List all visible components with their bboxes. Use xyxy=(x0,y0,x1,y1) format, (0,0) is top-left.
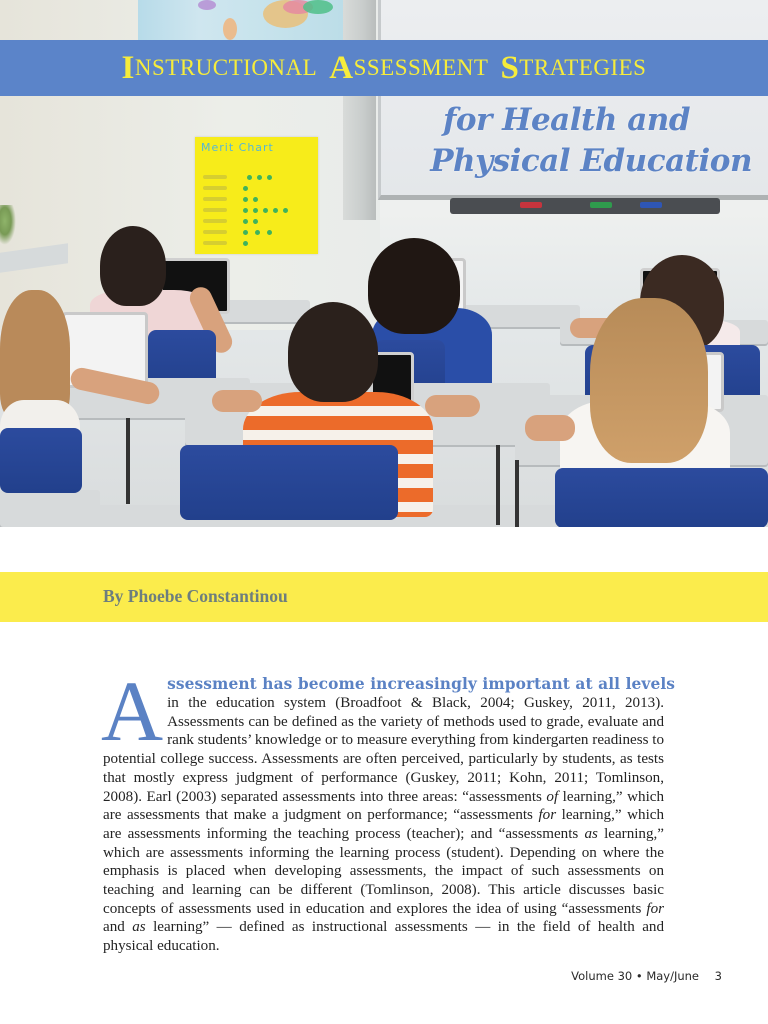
child-hair xyxy=(590,298,708,463)
title-word-rest: TRATEGIES xyxy=(519,55,647,80)
child-hair xyxy=(288,302,378,402)
italic-run: of xyxy=(546,788,559,805)
volume-label: Volume 30 xyxy=(571,969,633,983)
page-number: 3 xyxy=(714,969,722,983)
title-word-rest: SSESSMENT xyxy=(353,55,489,80)
subtitle-line-1: for Health and xyxy=(443,102,690,138)
chair xyxy=(555,468,768,527)
text-run: in the education system (Broadfoot & Black, 2004; Guskey, 2011, 2013). Assessments can be defined as the variety of methods used to grade, evaluate and rank students’ knowledge or to measure everything from kindergarten readiness to potential college success. Assessments are often perceived, particularly by students, as tests that mostly express judgment of performance (Guskey, 2011; Kohn, 2011; Tomlinson, 2008). Earl (2003) separated assessments into three areas: “assessments xyxy=(103,695,664,805)
text-run: learning,” which are assessments that make a judgment on performance; “assessments xyxy=(103,788,665,824)
lead-in-text: ssessment has become increasingly important at all levels xyxy=(167,675,676,693)
text-run: learning” — defined as instructional assessments — in the field of health and physical education. xyxy=(103,919,664,955)
wall-column xyxy=(343,0,376,220)
italic-run: as xyxy=(584,825,598,842)
merit-chart-poster xyxy=(195,137,318,254)
chair xyxy=(0,428,82,493)
desk-leg xyxy=(126,418,130,504)
subtitle-line-2: Physical Education xyxy=(430,143,752,179)
plant xyxy=(0,205,16,245)
italic-run: for xyxy=(646,900,664,917)
footer-separator: • xyxy=(635,969,643,983)
text-run: and xyxy=(103,919,133,936)
text-run: learning,” which are assessments informing the learning process (student). Depending on where the emphasis is placed when developing assessments, the impact of such assessments on teaching and learning can be different (Tomlinson, 2008). This article discusses basic concepts of assessments used in education and explores the idea of using “assessments xyxy=(103,825,664,917)
intro-paragraph xyxy=(103,694,664,956)
desk-leg xyxy=(515,460,519,527)
desk-leg xyxy=(496,445,500,525)
italic-run: for xyxy=(538,807,557,824)
merit-chart-title: Merit Chart xyxy=(201,141,274,154)
title-initial: S xyxy=(500,49,520,86)
title-word-rest: NSTRUCTIONAL xyxy=(134,55,318,80)
article-body xyxy=(101,663,676,956)
author-byline: By Phoebe Constantinou xyxy=(103,586,288,606)
page-footer xyxy=(571,969,722,983)
text-run: learning,” which are assessments informing the teaching process (teacher); and “assessments xyxy=(103,807,665,842)
drop-cap: A xyxy=(101,663,164,759)
title-initial: A xyxy=(329,49,354,86)
child-hair xyxy=(368,238,460,334)
child-arm xyxy=(425,395,480,417)
child-arm xyxy=(212,390,262,412)
title-initial: I xyxy=(121,49,135,86)
article-title xyxy=(0,40,768,96)
issue-label: May/June xyxy=(646,969,700,983)
marker-tray xyxy=(450,198,720,214)
world-map-poster xyxy=(138,0,343,42)
child-arm xyxy=(525,415,575,441)
article-subtitle xyxy=(380,100,752,182)
child-hair xyxy=(100,226,166,306)
chair xyxy=(180,445,398,520)
italic-run: as xyxy=(132,919,146,936)
